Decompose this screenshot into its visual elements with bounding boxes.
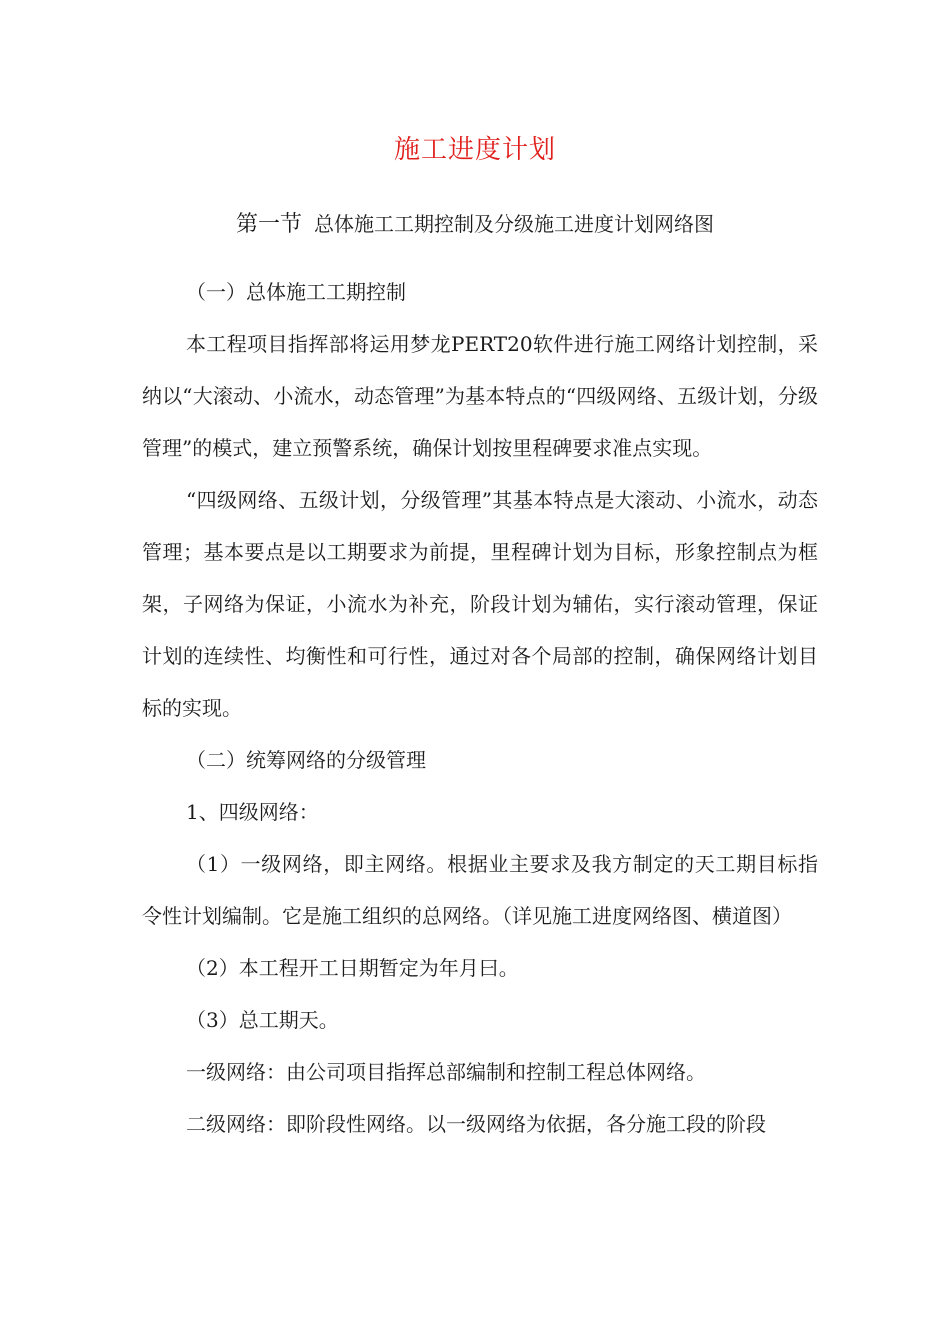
section-number: 第一节 <box>235 212 302 237</box>
section-heading <box>0 204 950 245</box>
subheading-network-management: （二）统筹网络的分级管理 <box>186 748 426 772</box>
item-level-one-network: （1）一级网络，即主网络。根据业主要求及我方制定的天工期目标指令性计划编制。它是施工组织的总网络。（详见施工进度网络图、横道图） <box>142 852 818 928</box>
item-total-duration: （3）总工期天。 <box>186 1008 339 1032</box>
paragraph-level-one: 一级网络：由公司项目指挥总部编制和控制工程总体网络。 <box>186 1060 706 1084</box>
item-four-level-network: 1、四级网络： <box>186 800 319 824</box>
document-body <box>142 266 818 1150</box>
paragraph-pert-software: 本工程项目指挥部将运用梦龙PERT20软件进行施工网络计划控制，采纳以“大滚动、小流水，动态管理”为基本特点的“四级网络、五级计划，分级管理”的模式，建立预警系统，确保计划按里程碑要求准点实现。 <box>142 332 818 460</box>
subheading-overall-control: （一）总体施工工期控制 <box>186 280 406 304</box>
paragraph-four-level-network: “四级网络、五级计划，分级管理”其基本特点是大滚动、小流水，动态管理；基本要点是以工期要求为前提，里程碑计划为目标，形象控制点为框架，子网络为保证，小流水为补充，阶段计划为辅佑，实行滚动管理，保证计划的连续性、均衡性和可行性，通过对各个局部的控制，确保网络计划目标的实现。 <box>142 488 818 720</box>
item-start-date: （2）本工程开工日期暂定为年月曰。 <box>186 956 519 980</box>
paragraph-level-two: 二级网络：即阶段性网络。以一级网络为依据，各分施工段的阶段 <box>186 1112 766 1136</box>
section-title: 总体施工工期控制及分级施工进度计划网络图 <box>314 212 714 236</box>
document-title: 施工进度计划 <box>393 135 556 165</box>
